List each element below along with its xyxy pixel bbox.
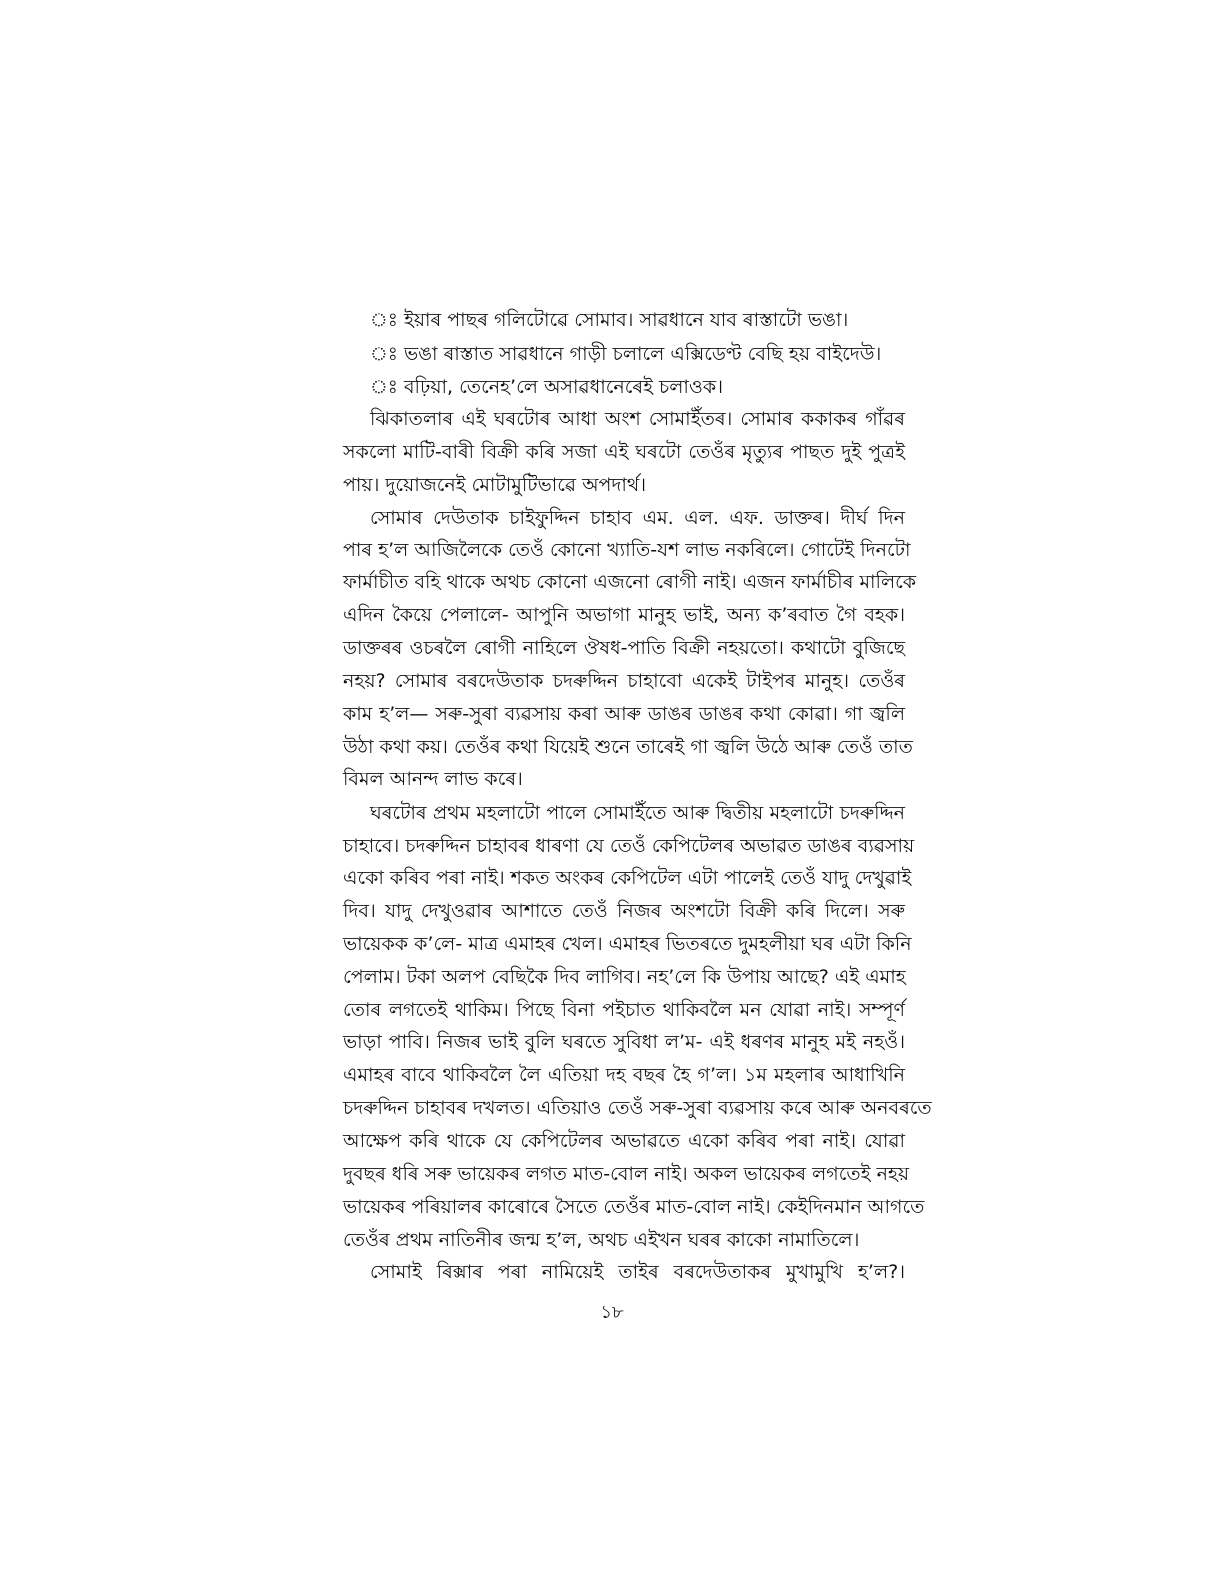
- text-line: নহয়? সোমাৰ বৰদেউতাক চদৰুদ্দিন চাহাবো একেই টাইপৰ মানুহ। তেওঁৰ: [343, 670, 905, 692]
- text-line: চদৰুদ্দিন চাহাবৰ দখলত। এতিয়াও তেওঁ সৰু-সুৰা ব্যৱসায় কৰে আৰু অনবৰতে: [343, 1097, 932, 1119]
- text-line: ঃ বঢ়িয়া, তেনেহ’লে অসাৱধানেৰেই চলাওক।: [370, 376, 723, 398]
- text-line: সকলো মাটি-বাৰী বিক্ৰী কৰি সজা এই ঘৰটো তেওঁৰ মৃত্যুৰ পাছত দুই পুত্ৰই: [343, 441, 905, 463]
- text-line: কাম হ’ল— সৰু-সুৰা ব্যৱসায় কৰা আৰু ডাঙৰ ডাঙৰ কথা কোৱা। গা জ্বলি: [343, 703, 905, 725]
- text-line: দুবছৰ ধৰি সৰু ভায়েকৰ লগত মাত-বোল নাই। অকল ভায়েকৰ লগতেই নহয়: [343, 1163, 910, 1185]
- text-line: ঘৰটোৰ প্ৰথম মহলাটো পালে সোমাইঁতে আৰু দ্বিতীয় মহলাটো চদৰুদ্দিন: [370, 802, 905, 824]
- page-number: ১৮: [600, 1302, 624, 1323]
- text-line: দিব। যাদু দেখুওৱাৰ আশাতে তেওঁ নিজৰ অংশটো বিক্ৰী কৰি দিলে। সৰু: [343, 900, 905, 922]
- text-line: আক্ষেপ কৰি থাকে যে কেপিটেলৰ অভাৱতে একো কৰিব পৰা নাই। যোৱা: [343, 1130, 905, 1152]
- text-line: পাৰ হ’ল আজিলৈকে তেওঁ কোনো খ্যাতি-যশ লাভ নকৰিলে। গোটেই দিনটো: [343, 539, 911, 561]
- text-line: ঃ ভঙা ৰাস্তাত সাৱধানে গাড়ী চলালে এক্সিডেণ্ট বেছি হয় বাইদেউ।: [370, 343, 882, 365]
- text-line: তোৰ লগতেই থাকিম। পিছে বিনা পইচাত থাকিবলৈ মন যোৱা নাই। সম্পূৰ্ণ: [343, 999, 905, 1021]
- text-line: ফাৰ্মাচীত বহি থাকে অথচ কোনো এজনো ৰোগী নাই। এজন ফাৰ্মাচীৰ মালিকে: [343, 571, 917, 593]
- text-line: সোমাই ৰিক্সাৰ পৰা নামিয়েই তাইৰ বৰদেউতাকৰ মুখামুখি হ’ল?।: [370, 1261, 905, 1283]
- text-line: ডাক্তৰৰ ওচৰলৈ ৰোগী নাহিলে ঔষধ-পাতি বিক্ৰী নহয়তো। কথাটো বুজিছে: [343, 637, 905, 659]
- text-line: ঃ ইয়াৰ পাছৰ গলিটোৱে সোমাব। সাৱধানে যাব ৰাস্তাটো ভঙা।: [370, 309, 849, 331]
- text-line: তেওঁৰ প্ৰথম নাতিনীৰ জন্ম হ’ল, অথচ এইখন ঘৰৰ কাকো নামাতিলে।: [343, 1229, 860, 1251]
- text-line: একো কৰিব পৰা নাই। শকত অংকৰ কেপিটেল এটা পালেই তেওঁ যাদু দেখুৱাই: [343, 867, 912, 889]
- text-line: এদিন কৈয়ে পেলালে- আপুনি অভাগা মানুহ ভাই, অন্য ক’ৰবাত গৈ বহক।: [343, 604, 905, 626]
- text-line: চাহাবে। চদৰুদ্দিন চাহাবৰ ধাৰণা যে তেওঁ কেপিটেলৰ অভাৱত ডাঙৰ ব্যৱসায়: [343, 835, 915, 857]
- text-line: উঠা কথা কয়। তেওঁৰ কথা যিয়েই শুনে তাৰেই গা জ্বলি উঠে আৰু তেওঁ তাত: [343, 736, 913, 758]
- text-line: পায়। দুয়োজনেই মোটামুটিভাৱে অপদাৰ্থ।: [343, 474, 647, 496]
- text-line: পেলাম। টকা অলপ বেছিকৈ দিব লাগিব। নহ’লে কি উপায় আছে? এই এমাহ: [343, 966, 906, 988]
- text-line: ঝিকাতলাৰ এই ঘৰটোৰ আধা অংশ সোমাইঁতৰ। সোমাৰ ককাকৰ গাঁৱৰ: [370, 408, 905, 430]
- text-line: ভায়েকক ক’লে- মাত্ৰ এমাহৰ খেল। এমাহৰ ভিতৰতে দুমহলীয়া ঘৰ এটা কিনি: [343, 933, 912, 955]
- text-line: বিমল আনন্দ লাভ কৰে।: [343, 768, 523, 790]
- text-line: সোমাৰ দেউতাক চাইফুদ্দিন চাহাব এম. এল. এফ. ডাক্তৰ। দীৰ্ঘ দিন: [370, 507, 905, 529]
- text-line: এমাহৰ বাবে থাকিবলৈ লৈ এতিয়া দহ বছৰ হৈ গ’ল। ১ম মহলাৰ আধাখিনি: [343, 1064, 905, 1086]
- text-line: ভায়েকৰ পৰিয়ালৰ কাৰোৰে সৈতে তেওঁৰ মাত-বোল নাই। কেইদিনমান আগতে: [343, 1196, 925, 1218]
- text-line: ভাড়া পাবি। নিজৰ ভাই বুলি ঘৰতে সুবিধা ল’ম- এই ধৰণৰ মানুহ মই নহওঁ।: [343, 1031, 905, 1053]
